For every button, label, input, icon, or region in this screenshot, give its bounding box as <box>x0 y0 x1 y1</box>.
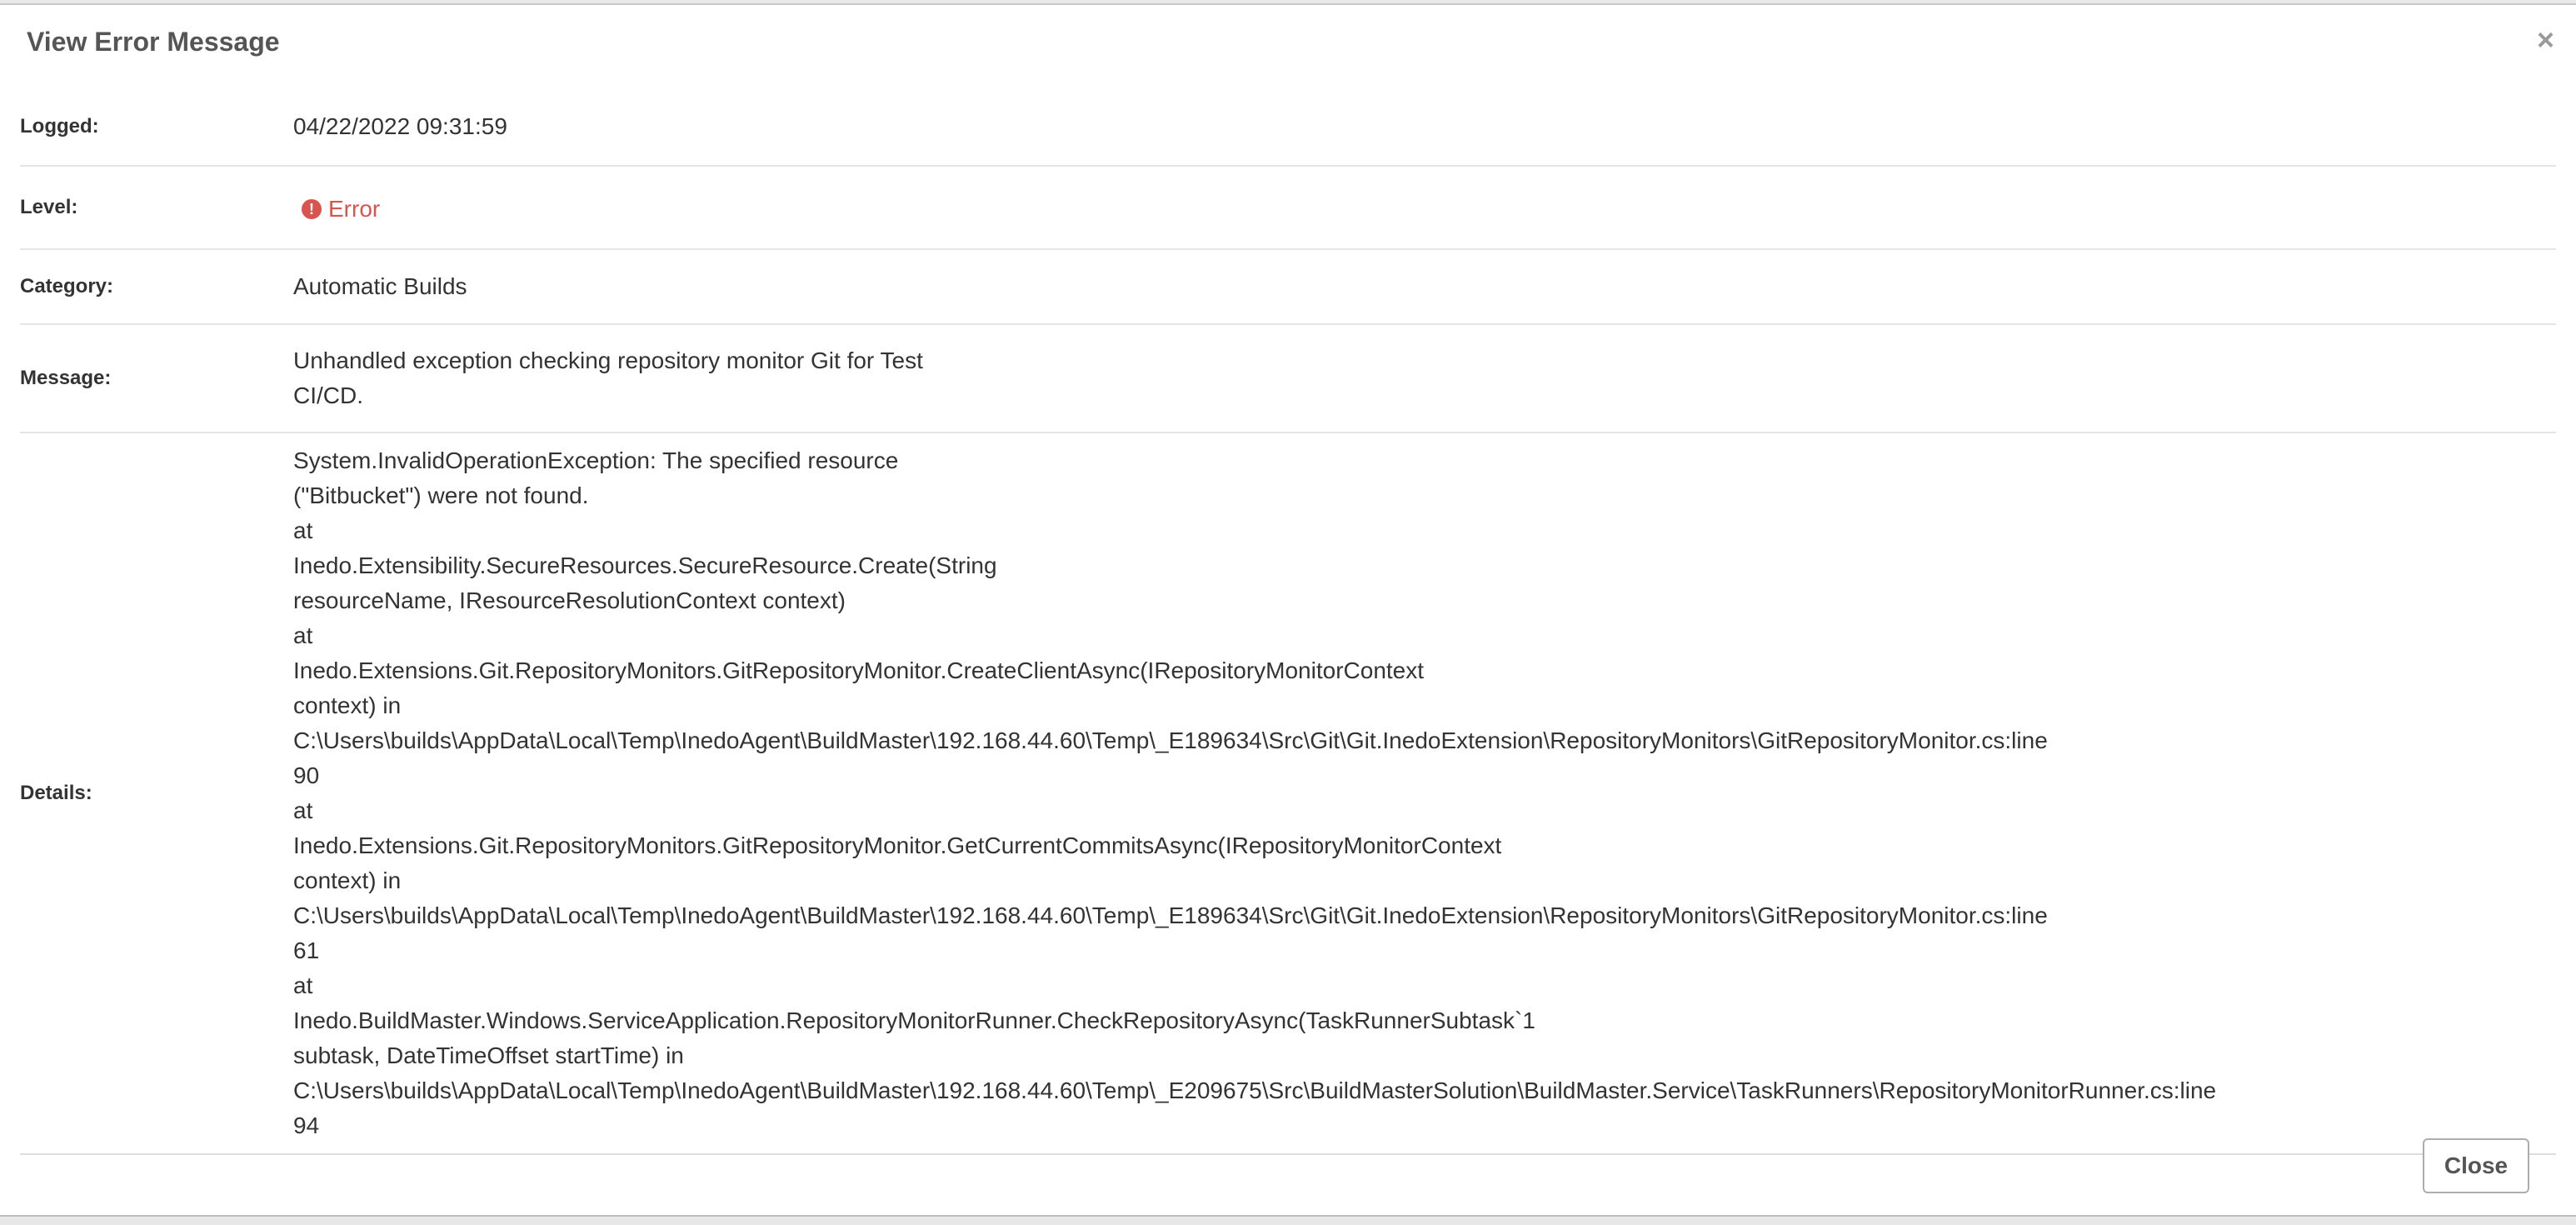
details-line: 94 <box>293 1112 320 1138</box>
error-details-table <box>20 88 2556 1155</box>
details-line: Inedo.Extensibility.SecureResources.SecureResource.Create(String <box>293 552 997 578</box>
details-label: Details: <box>20 432 293 1154</box>
message-label: Message: <box>20 324 293 432</box>
row-level <box>20 166 2556 249</box>
category-label: Category: <box>20 249 293 324</box>
details-line: C:\Users\builds\AppData\Local\Temp\InedoAgent\BuildMaster\192.168.44.60\Temp\_E189634\Src\Git\Git.InedoExtension\RepositoryMonitors\GitRepositoryMonitor.cs:line <box>293 728 2048 753</box>
row-logged <box>20 88 2556 166</box>
details-line: at <box>293 622 313 648</box>
message-line: CI/CD. <box>293 382 363 408</box>
dialog-header <box>0 5 2576 77</box>
category-value: Automatic Builds <box>293 249 2556 324</box>
row-message <box>20 324 2556 432</box>
level-badge <box>293 192 380 227</box>
details-line: Inedo.Extensions.Git.RepositoryMonitors.GitRepositoryMonitor.CreateClientAsync(IRepositoryMonitorContext <box>293 658 1425 683</box>
row-category <box>20 249 2556 324</box>
details-line: Inedo.BuildMaster.Windows.ServiceApplication.RepositoryMonitorRunner.CheckRepositoryAsync(TaskRunnerSubtask`1 <box>293 1008 1535 1033</box>
row-details <box>20 432 2556 1154</box>
level-value: Error <box>328 195 381 222</box>
logged-value: 04/22/2022 09:31:59 <box>293 88 2556 166</box>
details-line: subtask, DateTimeOffset startTime) in <box>293 1042 684 1068</box>
details-line: C:\Users\builds\AppData\Local\Temp\InedoAgent\BuildMaster\192.168.44.60\Temp\_E189634\Src\Git\Git.InedoExtension\RepositoryMonitors\GitRepositoryMonitor.cs:line <box>293 902 2048 928</box>
details-line: C:\Users\builds\AppData\Local\Temp\InedoAgent\BuildMaster\192.168.44.60\Temp\_E209675\Src\BuildMasterSolution\BuildMaster.Service\TaskRunners\RepositoryMonitorRunner.cs:line <box>293 1078 2217 1103</box>
details-line: 61 <box>293 938 320 963</box>
message-value <box>293 324 2556 432</box>
details-line: Inedo.Extensions.Git.RepositoryMonitors.GitRepositoryMonitor.GetCurrentCommitsAsync(IRepositoryMonitorContext <box>293 832 1502 858</box>
level-label: Level: <box>20 166 293 249</box>
details-line: 90 <box>293 762 320 788</box>
exclamation-circle-icon: ! <box>302 199 322 219</box>
close-button[interactable]: Close <box>2423 1138 2529 1193</box>
details-line: at <box>293 518 313 543</box>
details-value <box>293 432 2556 1154</box>
close-icon[interactable]: × <box>2536 22 2554 57</box>
details-line: resourceName, IResourceResolutionContext context) <box>293 588 846 613</box>
dialog-title: View Error Message <box>27 27 280 57</box>
details-line: at <box>293 972 313 998</box>
error-message-dialog <box>0 3 2576 1217</box>
details-line: ("Bitbucket") were not found. <box>293 482 589 508</box>
details-line: System.InvalidOperationException: The specified resource <box>293 448 899 473</box>
logged-label: Logged: <box>20 88 293 166</box>
details-line: context) in <box>293 868 402 893</box>
message-line: Unhandled exception checking repository monitor Git for Test <box>293 348 923 373</box>
level-value-cell <box>293 166 2556 249</box>
details-line: at <box>293 798 313 823</box>
details-line: context) in <box>293 692 402 718</box>
